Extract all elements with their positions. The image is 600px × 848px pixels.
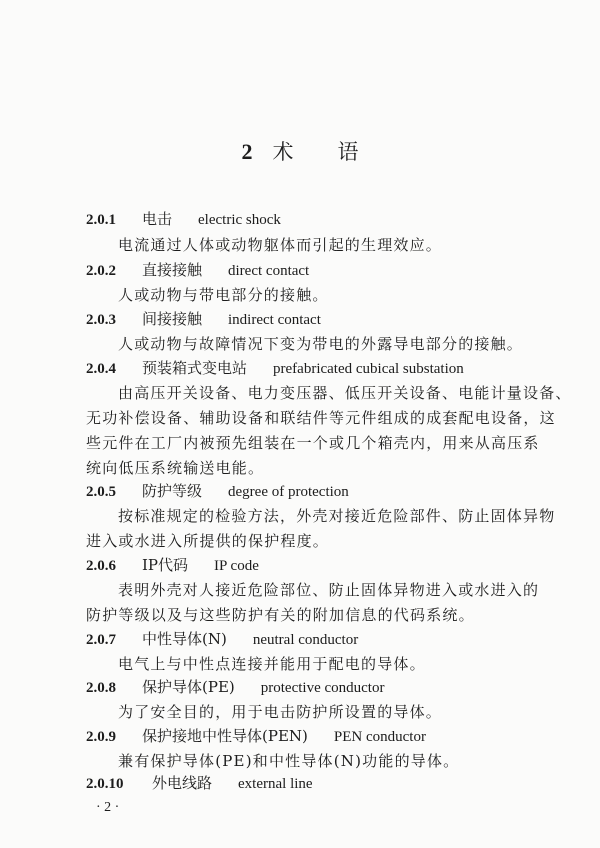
term-definition: 进入或水进入所提供的保护程度。 bbox=[86, 532, 330, 550]
term-heading bbox=[86, 481, 546, 502]
term-chinese: 间接接触 bbox=[142, 310, 203, 328]
term-definition: 些元件在工厂内被预先组装在一个或几个箱壳内，用来从高压系 bbox=[86, 434, 540, 452]
term-definition: 由高压开关设备、电力变压器、低压开关设备、电能计量设备、 bbox=[118, 384, 572, 402]
term-heading bbox=[86, 629, 546, 650]
term-chinese: 直接接触 bbox=[142, 261, 203, 279]
term-definition: 电流通过人体或动物躯体而引起的生理效应。 bbox=[118, 236, 443, 254]
term-english: direct contact bbox=[228, 263, 310, 279]
chapter-title-char-1: 术 bbox=[272, 140, 294, 164]
term-definition: 电气上与中性点连接并能用于配电的导体。 bbox=[118, 655, 426, 673]
term-english: protective conductor bbox=[260, 680, 385, 696]
term-definition: 防护等级以及与这些防护有关的附加信息的代码系统。 bbox=[86, 606, 475, 624]
chapter-title-char-2: 语 bbox=[337, 140, 359, 164]
term-english: degree of protection bbox=[228, 484, 349, 500]
term-heading bbox=[86, 309, 546, 330]
term-definition: 无功补偿设备、辅助设备和联结件等元件组成的成套配电设备，这 bbox=[86, 409, 556, 427]
term-definition: 为了安全目的，用于电击防护所设置的导体。 bbox=[118, 703, 443, 721]
term-heading bbox=[86, 260, 546, 281]
term-definition: 统向低压系统输送电能。 bbox=[86, 459, 265, 477]
chapter-title bbox=[0, 136, 600, 166]
term-definition: 兼有保护导体(PE)和中性导体(N)功能的导体。 bbox=[118, 752, 460, 770]
term-chinese: 保护接地中性导体(PEN) bbox=[142, 727, 308, 745]
term-chinese: 防护等级 bbox=[142, 482, 203, 500]
term-english: neutral conductor bbox=[252, 632, 359, 648]
term-definition: 表明外壳对人接近危险部位、防止固体异物进入或水进入的 bbox=[118, 581, 540, 599]
term-definition: 人或动物与故障情况下变为带电的外露导电部分的接触。 bbox=[118, 335, 524, 353]
term-english: electric shock bbox=[198, 212, 281, 228]
term-heading bbox=[86, 358, 546, 379]
term-number: 2.0.3 bbox=[86, 312, 116, 328]
term-english: external line bbox=[238, 776, 313, 792]
term-heading bbox=[86, 555, 546, 576]
page-number: · 2 · bbox=[96, 800, 120, 815]
term-english: prefabricated cubical substation bbox=[273, 361, 464, 377]
term-chinese: 预装箱式变电站 bbox=[142, 359, 248, 377]
term-heading bbox=[86, 773, 546, 794]
term-number: 2.0.6 bbox=[86, 558, 116, 574]
term-number: 2.0.1 bbox=[86, 212, 116, 228]
term-definition: 人或动物与带电部分的接触。 bbox=[118, 286, 329, 304]
term-chinese: 外电线路 bbox=[152, 774, 213, 792]
term-english: IP code bbox=[214, 558, 259, 574]
term-number: 2.0.7 bbox=[86, 632, 116, 648]
term-chinese: 电击 bbox=[142, 210, 173, 228]
term-number: 2.0.2 bbox=[86, 263, 116, 279]
term-english: indirect contact bbox=[228, 312, 321, 328]
term-chinese: 保护导体(PE) bbox=[142, 678, 235, 696]
term-number: 2.0.8 bbox=[86, 680, 116, 696]
term-chinese: IP代码 bbox=[142, 556, 189, 574]
term-number: 2.0.9 bbox=[86, 729, 116, 745]
term-heading bbox=[86, 209, 546, 230]
term-heading bbox=[86, 677, 546, 698]
term-number: 2.0.5 bbox=[86, 484, 116, 500]
term-chinese: 中性导体(N) bbox=[142, 630, 227, 648]
chapter-number: 2 bbox=[241, 139, 253, 164]
term-number: 2.0.4 bbox=[86, 361, 116, 377]
term-heading bbox=[86, 726, 546, 747]
term-number: 2.0.10 bbox=[86, 776, 124, 792]
term-english: PEN conductor bbox=[333, 729, 426, 745]
term-definition: 按标准规定的检验方法，外壳对接近危险部件、防止固体异物 bbox=[118, 507, 556, 525]
